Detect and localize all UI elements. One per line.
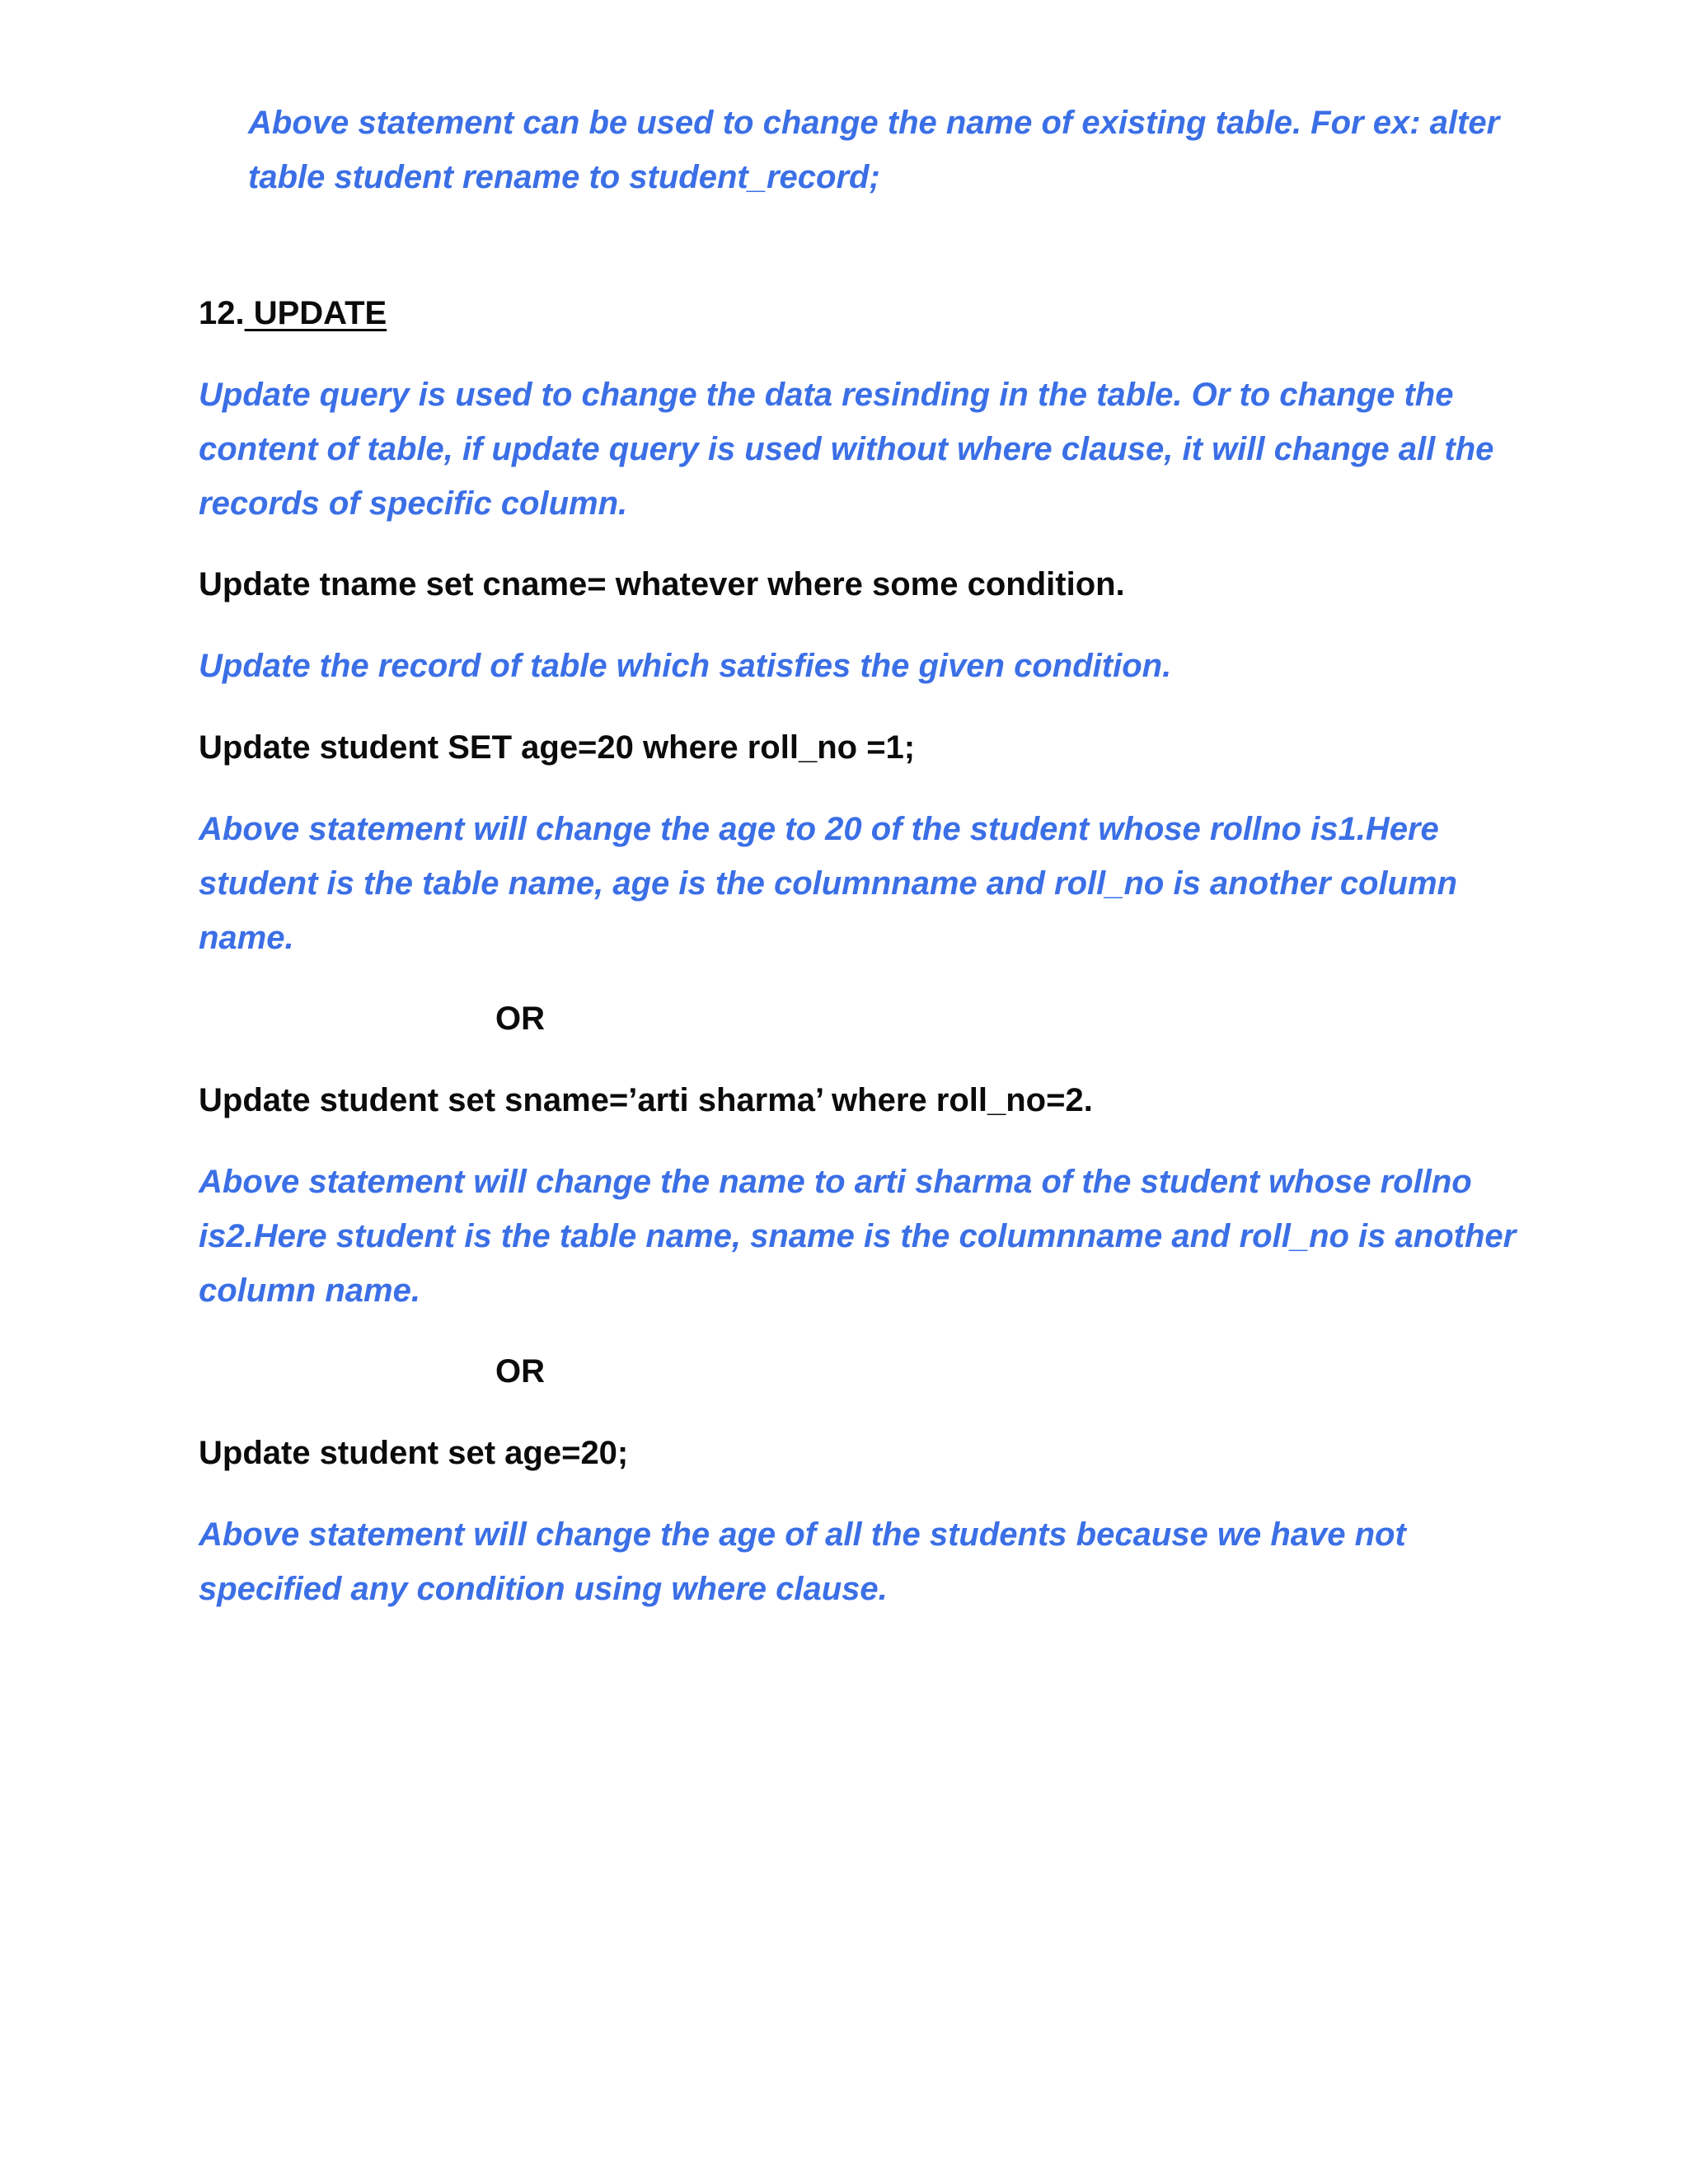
section-heading xyxy=(199,286,1550,340)
intro-note: Above statement can be used to change the name of existing table. For ex: alter table student rename to student_record; xyxy=(248,105,1500,195)
example-3-note: Above statement will change the age of all the students because we have not specified any condition using where clause. xyxy=(199,1516,1406,1607)
update-description: Update query is used to change the data resinding in the table. Or to change the content of table, if update query is used without where clause, it will change all the records of specific column. xyxy=(199,377,1494,522)
example-3-code: Update student set age=20; xyxy=(199,1435,629,1471)
or-separator-2: OR xyxy=(495,1353,545,1390)
example-1-note: Above statement will change the age to 20 of the student whose rollno is1.Here student is the table name, age is the columnname and roll_no is another column name. xyxy=(199,811,1457,956)
syntax-note: Update the record of table which satisfies the given condition. xyxy=(199,648,1172,684)
section-title: UPDATE xyxy=(244,295,387,331)
example-2-code: Update student set sname=’arti sharma’ where roll_no=2. xyxy=(199,1082,1093,1118)
example-2-note: Above statement will change the name to arti sharma of the student whose rollno is2.Here student is the table name, sname is the columnname and roll_no is another column name. xyxy=(199,1164,1517,1309)
update-syntax: Update tname set cname= whatever where some condition. xyxy=(199,566,1125,602)
section-number: 12. xyxy=(199,295,245,331)
or-separator-1: OR xyxy=(495,1001,545,1037)
example-1-code: Update student SET age=20 where roll_no =1; xyxy=(199,729,916,766)
